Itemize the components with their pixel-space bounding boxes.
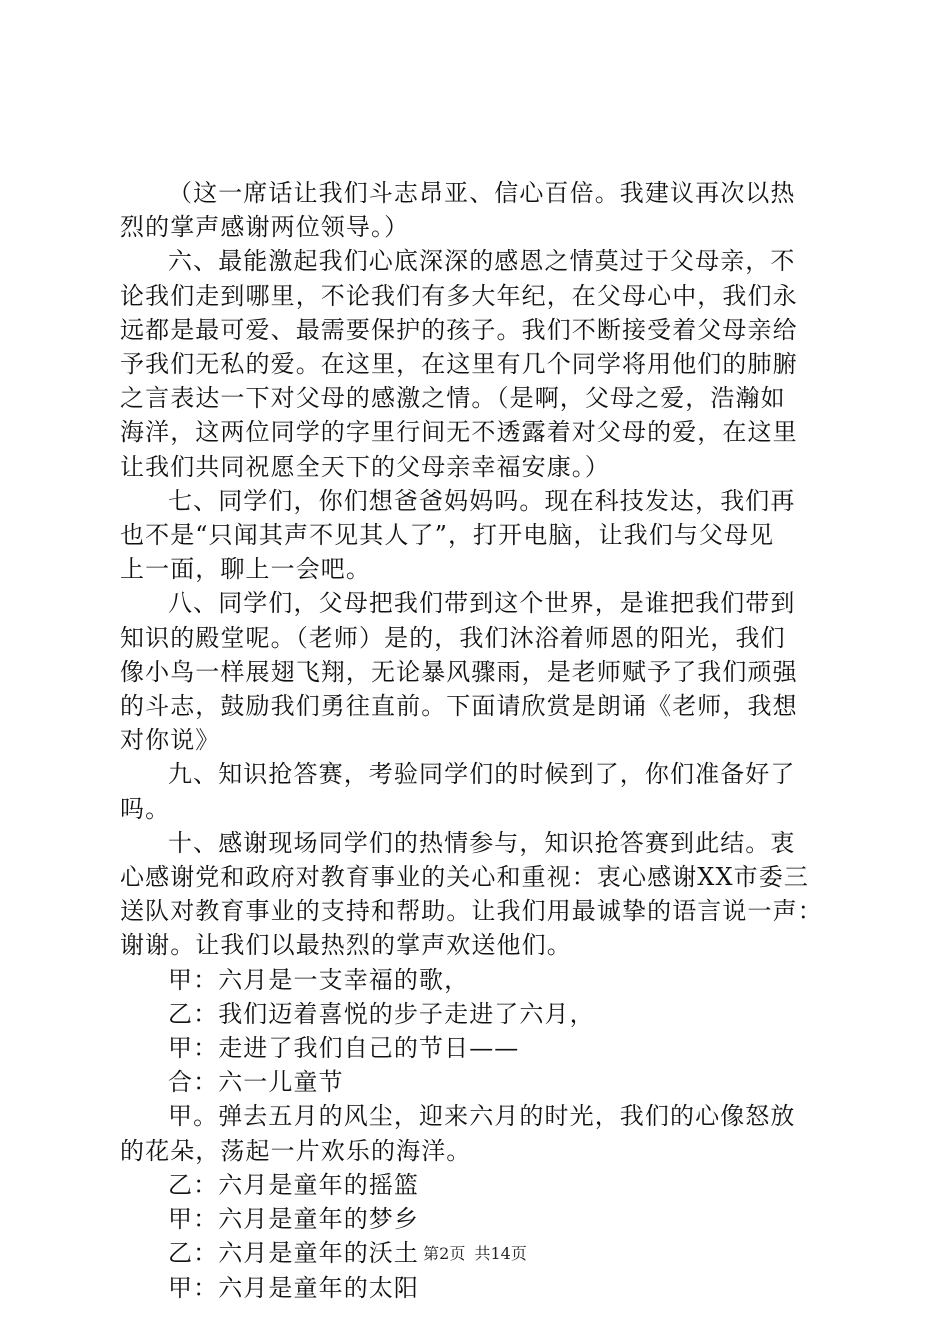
document-body [120,176,832,1305]
dialogue-line: 甲：六月是一支幸福的歌， [168,965,470,994]
text-line: 予我们无私的爱。在这里，在这里有几个同学将用他们的肺腑 [120,350,798,379]
text-line: 吗。 [120,794,171,823]
text-line: 十、感谢现场同学们的热情参与，知识抢答赛到此结。衷 [168,828,796,857]
text-line: 心感谢党和政府对教育事业的关心和重视：衷心感谢XX市委三 [120,863,809,892]
text-line: 的斗志，鼓励我们勇往直前。下面请欣赏是朗诵《老师，我想 [120,692,798,721]
dialogue-line: 乙：六月是童年的沃土 [168,1239,419,1268]
dialogue-line: 合：六一儿童节 [168,1068,344,1097]
dialogue-line: 乙：六月是童年的摇篮 [168,1170,419,1199]
text-line: 对你说》 [120,726,221,755]
text-line: 送队对教育事业的支持和帮助。让我们用最诚挚的语言说一声： [120,897,823,926]
text-line: 八、同学们，父母把我们带到这个世界，是谁把我们带到 [168,589,796,618]
dialogue-line: 甲：六月是童年的太阳 [168,1273,419,1302]
text-line: 海洋，这两位同学的字里行间无不透露着对父母的爱，在这里 [120,418,798,447]
dialogue-line: 的花朵，荡起一片欢乐的海洋。 [120,1136,472,1165]
dialogue-line: 乙：我们迈着喜悦的步子走进了六月， [168,999,595,1028]
text-line: 知识的殿堂呢。（老师）是的，我们沐浴着师恩的阳光，我们 [120,623,786,652]
text-line: 烈的掌声感谢两位领导。） [120,213,410,242]
total-pages: 共14页 [474,1244,527,1263]
dialogue-line: 甲：六月是童年的梦乡 [168,1205,419,1234]
text-line: 让我们共同祝愿全天下的父母亲幸福安康。） [120,452,610,481]
text-line: 七、同学们，你们想爸爸妈妈吗。现在科技发达，我们再 [168,486,796,515]
text-line: 远都是最可爱、最需要保护的孩子。我们不断接受着父母亲给 [120,315,798,344]
text-line: 上一面，聊上一会吧。 [120,555,371,584]
text-line: 也不是“只闻其声不见其人了”，打开电脑，让我们与父母见 [120,521,775,550]
text-line: 九、知识抢答赛，考验同学们的时候到了，你们准备好了 [168,760,796,789]
text-line: 六、最能激起我们心底深深的感恩之情莫过于父母亲，不 [168,247,796,276]
text-line: 谢谢。让我们以最热烈的掌声欢送他们。 [120,931,572,960]
page-footer [0,1241,950,1264]
text-line: 论我们走到哪里，不论我们有多大年纪，在父母心中，我们永 [120,281,798,310]
text-line: 像小鸟一样展翅飞翔，无论暴风骤雨，是老师赋予了我们顽强 [120,657,798,686]
page-number: 第2页 [423,1244,466,1263]
text-line: 之言表达一下对父母的感激之情。（是啊，父母之爱，浩瀚如 [120,384,786,413]
text-line: （这一席话让我们斗志昂亚、信心百倍。我建议再次以热 [168,179,796,207]
dialogue-line: 甲：走进了我们自己的节日—— [168,1034,520,1063]
dialogue-line: 甲。弹去五月的风尘，迎来六月的时光，我们的心像怒放 [168,1102,796,1131]
